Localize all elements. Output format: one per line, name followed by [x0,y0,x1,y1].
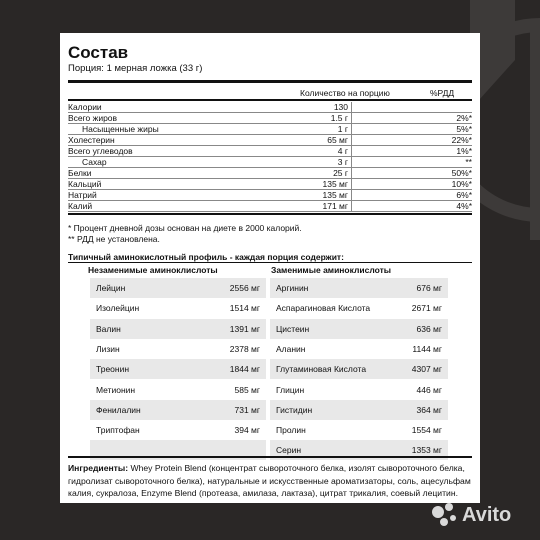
amino-name: Триптофан [96,425,140,436]
nutrient-pct: 6%* [456,190,472,200]
nutrient-amount: 171 мг [300,201,352,212]
nutrition-row [68,190,472,201]
nutrient-name: Калории [68,102,102,112]
amino-row [270,319,448,339]
amino-value: 2378 мг [229,343,260,354]
amino-row [90,359,266,379]
nutrient-amount: 25 г [300,168,352,179]
amino-name: Фенилалин [96,404,141,415]
nutrient-pct: 1%* [456,146,472,156]
divider [68,213,472,215]
nutrition-row [68,168,472,179]
nutrient-name: Сахар [82,157,107,167]
amino-row [270,400,448,420]
essential-title: Незаменимые аминоклислоты [88,265,218,275]
amino-row [90,400,266,420]
amino-name: Глутаминовая Кислота [276,364,367,375]
amino-name: Лейцин [96,283,126,293]
amino-value: 364 мг [416,404,442,415]
nutrient-amount: 65 мг [300,135,352,146]
amino-value: 1514 мг [229,303,260,314]
amino-name: Валин [96,323,121,334]
nutrient-amount: 130 [300,102,352,113]
amino-row [270,420,448,440]
nutrient-name: Холестерин [68,135,115,145]
nutrition-row [68,201,472,212]
nutrient-pct: ** [465,157,472,167]
nutrition-row [68,124,472,135]
amino-value: 446 мг [416,384,442,395]
amino-title: Типичный аминокислотный профиль - каждая порция содержит: [68,252,344,262]
amino-value: 585 мг [234,384,260,395]
amino-name: Аргинин [276,283,309,293]
amino-name: Лизин [96,343,120,354]
amino-row [270,339,448,359]
amino-row [270,298,448,318]
amino-value: 1844 мг [229,364,260,375]
amino-row [270,359,448,379]
nutrient-name: Калий [68,201,93,211]
ingredients-label: Ингредиенты: [68,463,129,473]
amino-name: Пролин [276,425,306,436]
nutrient-pct: 10%* [451,179,472,189]
ingredients-text: Whey Protein Blend (концентрат сывороточного белка, изолят сывороточного белка, гидролизат сывороточного белка), натуральные и искусственные ароматизаторы, соль, ацесульфам калия, сукралоза, Enzyme Blend (протеаза, амилаза, лактаза), цитрат трикалия, соевый лецитин. [68,463,471,498]
footnote: * Процент дневной дозы основан на диете в 2000 калорий. [68,223,302,233]
divider [68,80,472,83]
amino-value: 394 мг [234,425,260,436]
amino-row [90,339,266,359]
amino-row [90,298,266,318]
amino-row [270,278,448,298]
amino-row [270,380,448,400]
nutrient-pct: 2%* [456,113,472,123]
amino-value: 4307 мг [411,364,442,375]
amino-row [90,278,266,298]
amino-value: 676 мг [416,283,442,293]
nutrition-row [68,135,472,146]
nutrition-row [68,179,472,190]
nutrient-amount: 135 мг [300,179,352,190]
nutrition-row [68,146,472,157]
amino-value: 731 мг [234,404,260,415]
amino-value: 1353 мг [411,445,442,456]
avito-text: Avito [462,503,512,526]
amino-value: 2671 мг [411,303,442,314]
nutrient-pct: 50%* [451,168,472,178]
nutrition-row [68,113,472,124]
amino-name: Изолейцин [96,303,140,314]
nutrient-name: Натрий [68,190,97,200]
amino-name: Гистидин [276,404,313,415]
nutrition-row [68,157,472,168]
amino-name: Глицин [276,384,305,395]
amino-name: Цистеин [276,323,310,334]
avito-dots-icon [432,503,458,527]
nutrient-name: Всего жиров [68,113,118,123]
nutrient-name: Всего углеводов [68,146,133,156]
nutrient-name: Белки [68,168,92,178]
amino-name: Аланин [276,343,306,354]
nutrient-amount: 4 г [300,146,352,157]
nutrient-pct: 4%* [456,201,472,211]
page-title: Состав [68,43,129,62]
nonessential-title: Заменимые аминоклислоты [271,265,392,275]
nutrient-name: Насыщенные жиры [82,124,159,134]
amino-value: 1554 мг [411,425,442,436]
nutrition-row [68,102,472,113]
divider [68,456,472,458]
amino-value: 2556 мг [229,283,260,293]
amino-value: 1391 мг [229,323,260,334]
footnote: ** РДД не установлена. [68,234,160,244]
amino-row [90,380,266,400]
nutrient-amount: 1.5 г [300,113,352,124]
divider [68,262,472,263]
col-amount-header: Количество на порцию [300,88,390,98]
amino-name: Серин [276,445,302,456]
amino-name: Аспарагиновая Кислота [276,303,371,314]
nutrient-amount: 135 мг [300,190,352,201]
nutrient-amount: 3 г [300,157,352,168]
avito-watermark [432,503,511,527]
nutrient-pct: 22%* [451,135,472,145]
nutrient-amount: 1 г [300,124,352,135]
amino-row [90,420,266,440]
divider [68,99,472,101]
nutrient-name: Кальций [68,179,102,189]
amino-value: 1144 мг [412,343,442,354]
serving-size: Порция: 1 мерная ложка (33 г) [68,63,203,74]
amino-name: Треонин [96,364,130,375]
col-pct-header: %РДД [430,88,455,98]
amino-value: 636 мг [416,323,442,334]
nutrient-pct: 5%* [456,124,472,134]
amino-row [90,319,266,339]
amino-name: Метионин [96,384,136,395]
ingredients [68,462,480,500]
